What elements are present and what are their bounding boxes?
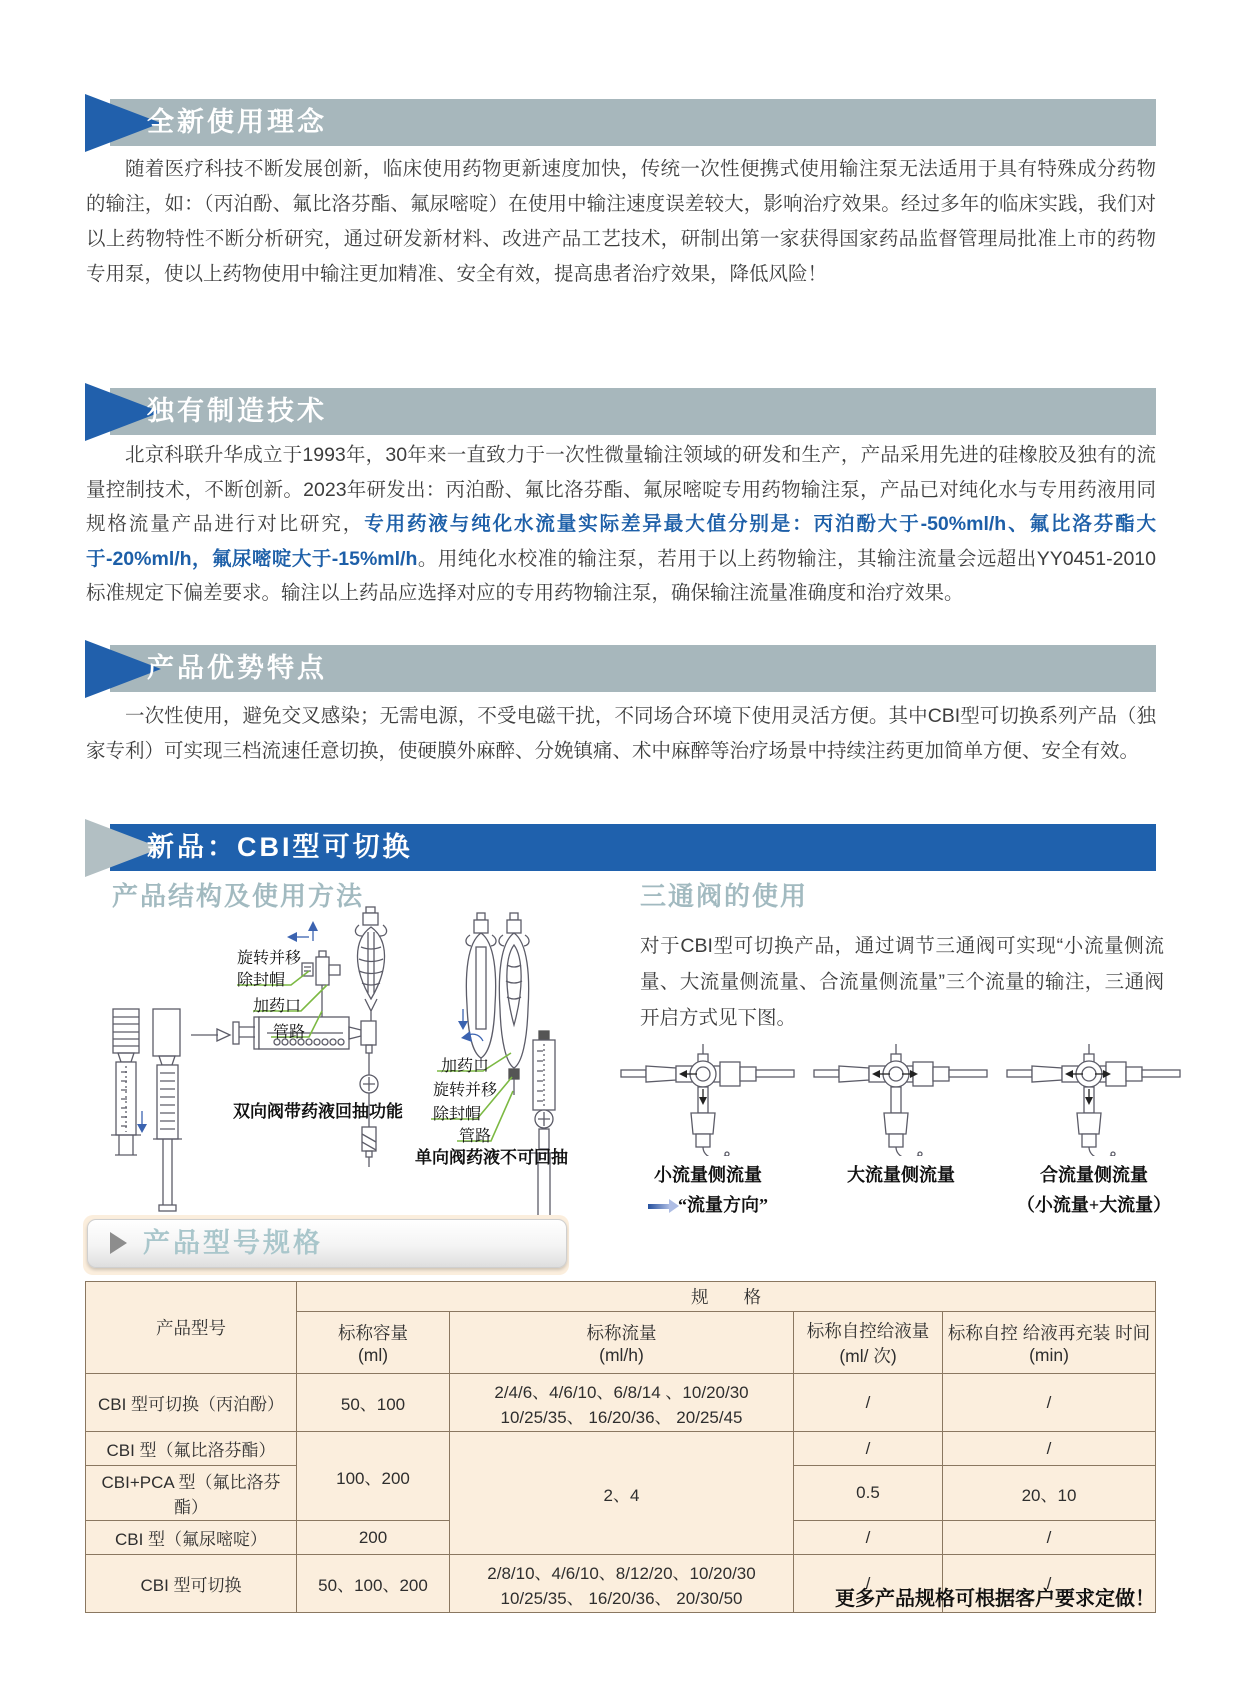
drug-port-icon (302, 951, 340, 1017)
cell-refill: / (943, 1521, 1156, 1555)
three-way-valve-icon (618, 1036, 798, 1156)
three-way-valve-icon (1004, 1036, 1184, 1156)
section-banner-concept (85, 99, 1156, 146)
cell-capacity: 200 (297, 1521, 450, 1555)
header-line: 标称容量 (338, 1322, 408, 1343)
header-unit: (ml/ 次) (839, 1345, 897, 1366)
play-arrow-icon (110, 1232, 127, 1254)
down-arrow-icon (137, 1111, 147, 1133)
cell-bolus: / (794, 1432, 943, 1466)
cell-flow: 2、4 (450, 1432, 794, 1555)
cell-capacity: 100、200 (297, 1432, 450, 1521)
cell-bolus: / (794, 1374, 943, 1432)
cell-bolus: / (794, 1555, 943, 1613)
cell-model: CBI 型可切换（丙泊酚） (86, 1374, 297, 1432)
label-rotate-remove-3: 旋转并移 (433, 1082, 498, 1099)
valve-heading: 三通阀的使用 (640, 881, 809, 911)
table-row (86, 1432, 1156, 1466)
concept-paragraph: 随着医疗科技不断发展创新，临床使用药物更新速度加快，传统一次性便携式使用输注泵无法适用于具有特殊成分药物的输注，如：（丙泊酚、氟比洛芬酯、氟尿嘧啶）在使用中输注速度误差较大，影响治疗效果。经过多年的临床实践，我们对以上药物特性不断分析研究，通过研发新材料、改进产品工艺技术，研制出第一家获得国家药品监督管理局批准上市的药物专用泵，使以上药物使用中输注更加精准、安全有效，提高患者治疗效果，降低风险！ (86, 158, 1156, 285)
section-title: 新品：CBI型可切换 (147, 832, 413, 862)
section-title: 独有制造技术 (147, 396, 327, 426)
spec-heading: 产品型号规格 (143, 1228, 323, 1258)
product-structure-diagram (85, 905, 568, 1255)
section-banner-advantages (85, 645, 1156, 692)
label-rotate-remove-2: 除封帽 (237, 972, 286, 989)
label-drug-port: 加药口 (253, 998, 302, 1015)
syringe-pump-icon (153, 1009, 182, 1211)
cell-refill: / (943, 1555, 1156, 1613)
right-arrow-icon (191, 1029, 230, 1041)
cell-model: CBI 型（氟比洛芬酯） (86, 1432, 297, 1466)
table-row (86, 1374, 1156, 1432)
syringe-icon (529, 1031, 559, 1229)
spec-section-banner (87, 1219, 567, 1268)
col-header-refill (943, 1312, 1156, 1374)
advantages-paragraph: 一次性使用，避免交叉感染；无需电源，不受电磁干扰，不同场合环境下使用灵活方便。其中CBI型可切换系列产品（独家专利）可实现三档流速任意切换，使硬膜外麻醉、分娩镇痛、术中麻醉等治疗场景中持续注药更加简单方便、安全有效。 (86, 705, 1156, 762)
section-banner-new-product (85, 824, 1156, 871)
flow-line: 2/4/6、4/6/10、6/8/14 、10/20/30 (494, 1382, 749, 1402)
cell-flow (450, 1374, 794, 1432)
label-tube: 管路 (273, 1024, 306, 1041)
header-unit: (min) (1029, 1344, 1069, 1365)
flow-direction-arrow-icon (648, 1204, 670, 1209)
table-row (86, 1282, 1156, 1312)
tech-text-pre: 北京科联升华成立于1993年，30年来一直致力于一次性微量输注领域的研发和生产，产品采用先进的硅橡胶及独有的流量控制技术，不断创新。2023年研发出：丙泊酚、氟比洛芬酯、氟尿嘧啶专用药物输注泵，产品已对纯化水与专用药液用同规格流量产品进行对比研究， (86, 444, 1156, 535)
cell-bolus: / (794, 1521, 943, 1555)
valve-paragraph: 对于CBI型可切换产品，通过调节三通阀可实现“小流量侧流量、大流量侧流量、合流量侧流量”三个流量的输注，三通阀开启方式见下图。 (640, 935, 1164, 1029)
cell-bolus: 0.5 (794, 1466, 943, 1521)
valve-figures (618, 1036, 1184, 1217)
cell-refill: / (943, 1374, 1156, 1432)
syringe-pump-icon (111, 1009, 141, 1155)
header-unit: (ml) (357, 1344, 389, 1365)
flow-line: 10/25/35、 16/20/36、 20/25/45 (500, 1407, 743, 1427)
custom-order-note: 更多产品规格可根据客户要求定做！ (835, 1588, 1155, 1610)
three-way-valve-icon (811, 1036, 991, 1156)
section-title: 全新使用理念 (147, 107, 327, 137)
header-line: 标称流量 (586, 1322, 657, 1343)
valve-sublabel: （小流量+大流量） (1016, 1195, 1172, 1215)
cell-model: CBI+PCA 型（氟比洛芬酯） (86, 1466, 297, 1521)
spec-table (85, 1281, 1156, 1613)
col-header-model: 产品型号 (86, 1282, 297, 1374)
structure-heading: 产品结构及使用方法 (112, 881, 365, 911)
section-title: 产品优势特点 (147, 653, 327, 683)
header-line: 标称自控给液量 (806, 1320, 930, 1341)
flow-line: 10/25/35、 16/20/36、 20/30/50 (500, 1588, 743, 1608)
valve-label: 大流量侧流量 (847, 1165, 955, 1185)
header-line: 标称自控 给液再充装 时间 (947, 1322, 1151, 1343)
cell-model: CBI 型可切换 (86, 1555, 297, 1613)
col-header-flow (450, 1312, 794, 1374)
cell-refill: / (943, 1432, 1156, 1466)
label-oneway-valve: 单向阀药液不可回抽 (415, 1148, 568, 1167)
cell-model: CBI 型（氟尿嘧啶） (86, 1521, 297, 1555)
valve-figure-small-flow (618, 1036, 798, 1217)
down-arrow-icon (458, 1009, 468, 1030)
cell-capacity: 50、100 (297, 1374, 450, 1432)
valve-sublabel (618, 1191, 798, 1217)
tech-paragraph (86, 438, 1156, 611)
valve-figure-large-flow (811, 1036, 991, 1217)
tech-text-highlight: 专用药液与纯化水流量实际差异最大值分别是：丙泊酚大于-50%ml/h、氟比洛芬酯大于-20%ml/h，氟尿嘧啶大于-15%ml/h (86, 513, 1156, 570)
label-tube-2: 管路 (459, 1128, 492, 1145)
cell-capacity: 50、100、200 (297, 1555, 450, 1613)
valve-label: 合流量侧流量 (1040, 1165, 1148, 1185)
cell-refill: 20、10 (943, 1466, 1156, 1521)
flow-direction-text: “流量方向” (678, 1195, 768, 1215)
col-group-header: 规 格 (297, 1282, 1156, 1312)
col-header-bolus (794, 1312, 943, 1374)
valve-label: 小流量侧流量 (654, 1165, 762, 1185)
header-unit: (ml/h) (599, 1344, 644, 1365)
label-rotate-remove-1: 旋转并移 (237, 950, 302, 967)
rotate-arrow-icon (287, 921, 318, 942)
col-header-capacity (297, 1312, 450, 1374)
label-rotate-remove-4: 除封帽 (433, 1106, 482, 1123)
label-bidirectional-valve: 双向阀带药液回抽功能 (233, 1102, 403, 1121)
tech-text-post: 。用纯化水校准的输注泵，若用于以上药物输注，其输注流量会远超出YY0451-2010标准规定下偏差要求。输注以上药品应选择对应的专用药物输注泵，确保输注流量准确度和治疗效果。 (86, 547, 1156, 604)
valve-figure-combined-flow (1004, 1036, 1184, 1217)
balloon-pump-icon (499, 913, 529, 1095)
label-drug-port-2: 加药口 (441, 1058, 490, 1075)
flow-line: 2/8/10、4/6/10、8/12/20、10/20/30 (487, 1563, 756, 1583)
section-banner-tech (85, 388, 1156, 435)
balloon-pump-icon (466, 913, 496, 1068)
